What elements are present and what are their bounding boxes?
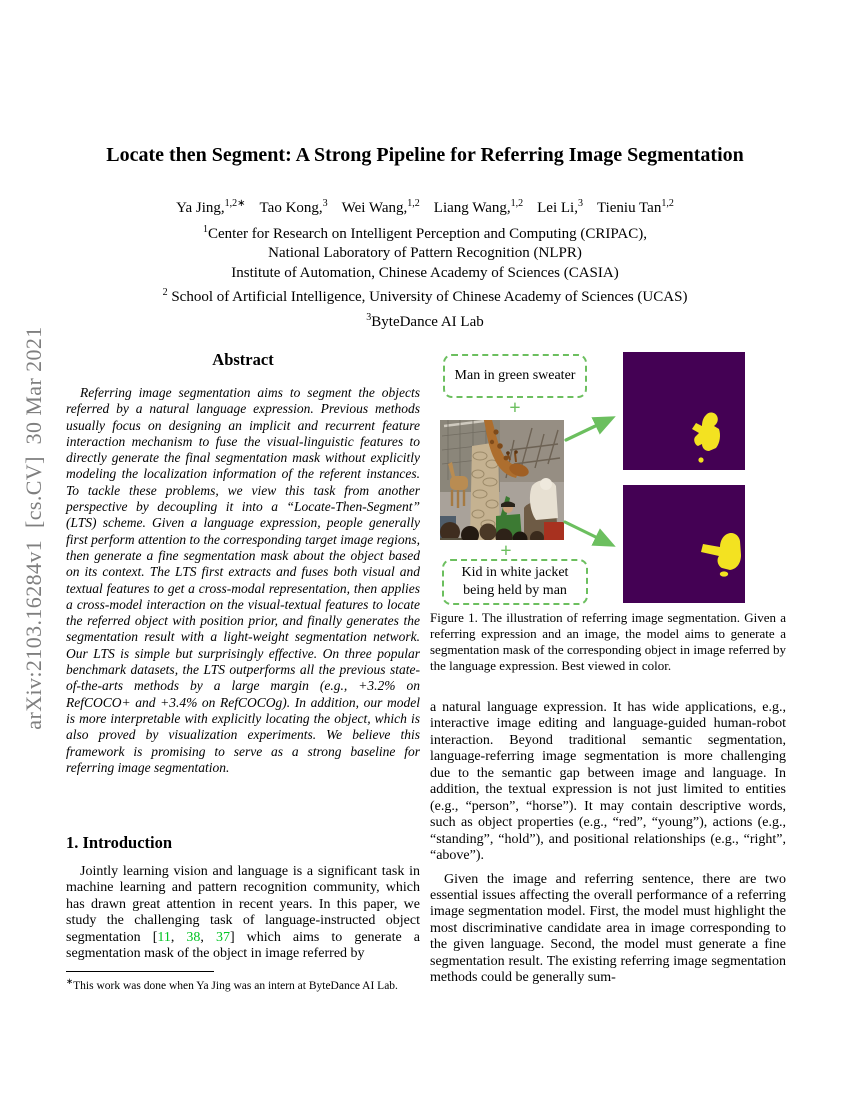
- arxiv-watermark: arXiv:2103.16284v1 [cs.CV] 30 Mar 2021: [21, 326, 46, 730]
- author-name: Tieniu Tan$^{1,2}$: [596, 198, 674, 216]
- affiliation-line: Institute of Automation, Chinese Academy of Sciences (CASIA): [231, 264, 619, 281]
- author-name: Ya Jing,$^{1,2∗}$: [176, 198, 246, 216]
- affiliation-line: $^2$ School of Artificial Intelligence, University of Chinese Academy of Sciences (UCAS): [162, 287, 688, 306]
- body-column-right: [430, 700, 786, 987]
- body-paragraph: Given the image and referring sentence, there are two essential issues affecting the overall performance of a referring image segmentation model. First, the model must highlight the most discriminative candidate area in image corresponding to the given language. Second, the model must generate a fine segmentation result. The existing referring image segmentation methods could be generally sum-: [430, 871, 786, 986]
- citation-link[interactable]: 38: [186, 929, 201, 945]
- authors-line: [0, 198, 850, 217]
- segmentation-mask-bottom: [623, 485, 745, 603]
- plus-icon: +: [509, 397, 521, 419]
- introduction-section: [66, 833, 420, 963]
- arrow-to-top-mask-icon: [560, 408, 622, 446]
- citation-link[interactable]: 37: [215, 929, 230, 945]
- affiliation-line: National Laboratory of Pattern Recognition (NLPR): [268, 245, 582, 262]
- paper-title: Locate then Segment: A Strong Pipeline for Referring Image Segmentation: [106, 144, 744, 166]
- arrow-to-bottom-mask-icon: [560, 512, 622, 552]
- segmentation-mask-top: [623, 352, 745, 470]
- footnote: ∗This work was done when Ya Jing was an intern at ByteDance AI Lab.: [66, 971, 420, 992]
- body-paragraph: a natural language expression. It has wide applications, e.g., interactive image editing and language-guided human-robot interaction. Beyond traditional semantic segmentation, language-referring image segmentation is more challenging due to the semantic gap between image and language. In addition, the textual expression is not just limited to entities (e.g., “person”, “horse”). It may contain descriptive words, such as object properties (e.g., “red”, “young”), actions (e.g., “standing”, “hold”), and positional relationships (e.g., “right”, “above”).: [430, 700, 786, 864]
- author-name: Lei Li,$^3$: [537, 198, 583, 216]
- affiliation-line: $^1$Center for Research on Intelligent Perception and Computing (CRIPAC),: [203, 224, 647, 242]
- plus-icon: +: [500, 540, 512, 562]
- abstract-section: [66, 350, 420, 776]
- referring-expression-box-bottom: Kid in white jacket being held by man: [442, 559, 588, 605]
- intro-heading: 1. Introduction: [66, 833, 173, 852]
- author-name: Tao Kong,$^3$: [259, 198, 328, 216]
- affiliations: [0, 220, 850, 332]
- footnote-rule: [66, 971, 214, 972]
- author-name: Liang Wang,$^{1,2}$: [433, 198, 524, 216]
- author-name: Wei Wang,$^{1,2}$: [341, 198, 420, 216]
- citation-link[interactable]: 11: [157, 929, 171, 945]
- affiliation-line: $^3$ByteDance AI Lab: [366, 311, 484, 330]
- figure-caption: Figure 1. The illustration of referring image segmentation. Given a referring expression and an image, the model aims to generate a segmentation mask of the corresponding object in image referred by the language expression. Best viewed in color.: [430, 610, 786, 673]
- abstract-heading: Abstract: [212, 350, 274, 369]
- input-photo-illustration: [440, 420, 564, 540]
- abstract-text: Referring image segmentation aims to segment the objects referred by a natural language expression. Previous methods usually focus on designing an implicit and recurrent feature interaction mechanism to fuse the visual-linguistic features to directly generate the final segmentation mask without explicitly modeling the localization information of the referent instances. To tackle these problems, we view this task from another perspective by decoupling it into a “Locate-Then-Segment” (LTS) scheme. Given a language expression, people generally first perform attention to the corresponding target image regions, then generate a fine segmentation mask about the object based on its context. The LTS first extracts and fuses both visual and textual features to get a cross-modal representation, then applies a cross-model interaction on the visual-textual features to locate the referred object with position prior, and finally generates the segmentation result with a light-weight segmentation network. Our LTS is simple but surprisingly effective. On three popular benchmark datasets, the LTS outperforms all the previous state-of-the-arts methods by a large margin (e.g., +3.2% on RefCOCO+ and +3.4% on RefCOCOg). In addition, our model is more interpretable with explicitly locating the object, which is also proved by visualization experiments. We believe this framework is promising to serve as a strong baseline for referring image segmentation.: [66, 385, 420, 775]
- referring-expression-box-top: Man in green sweater: [443, 354, 587, 398]
- intro-paragraph: Jointly learning vision and language is a significant task in machine learning and pattern recognition community, which has drawn great attention in recent years. In this paper, we study the challenging task of language-instructed object segmentation [11, 38, 37] which aims to generate a segmentation mask of the object in image referred by: [66, 864, 420, 962]
